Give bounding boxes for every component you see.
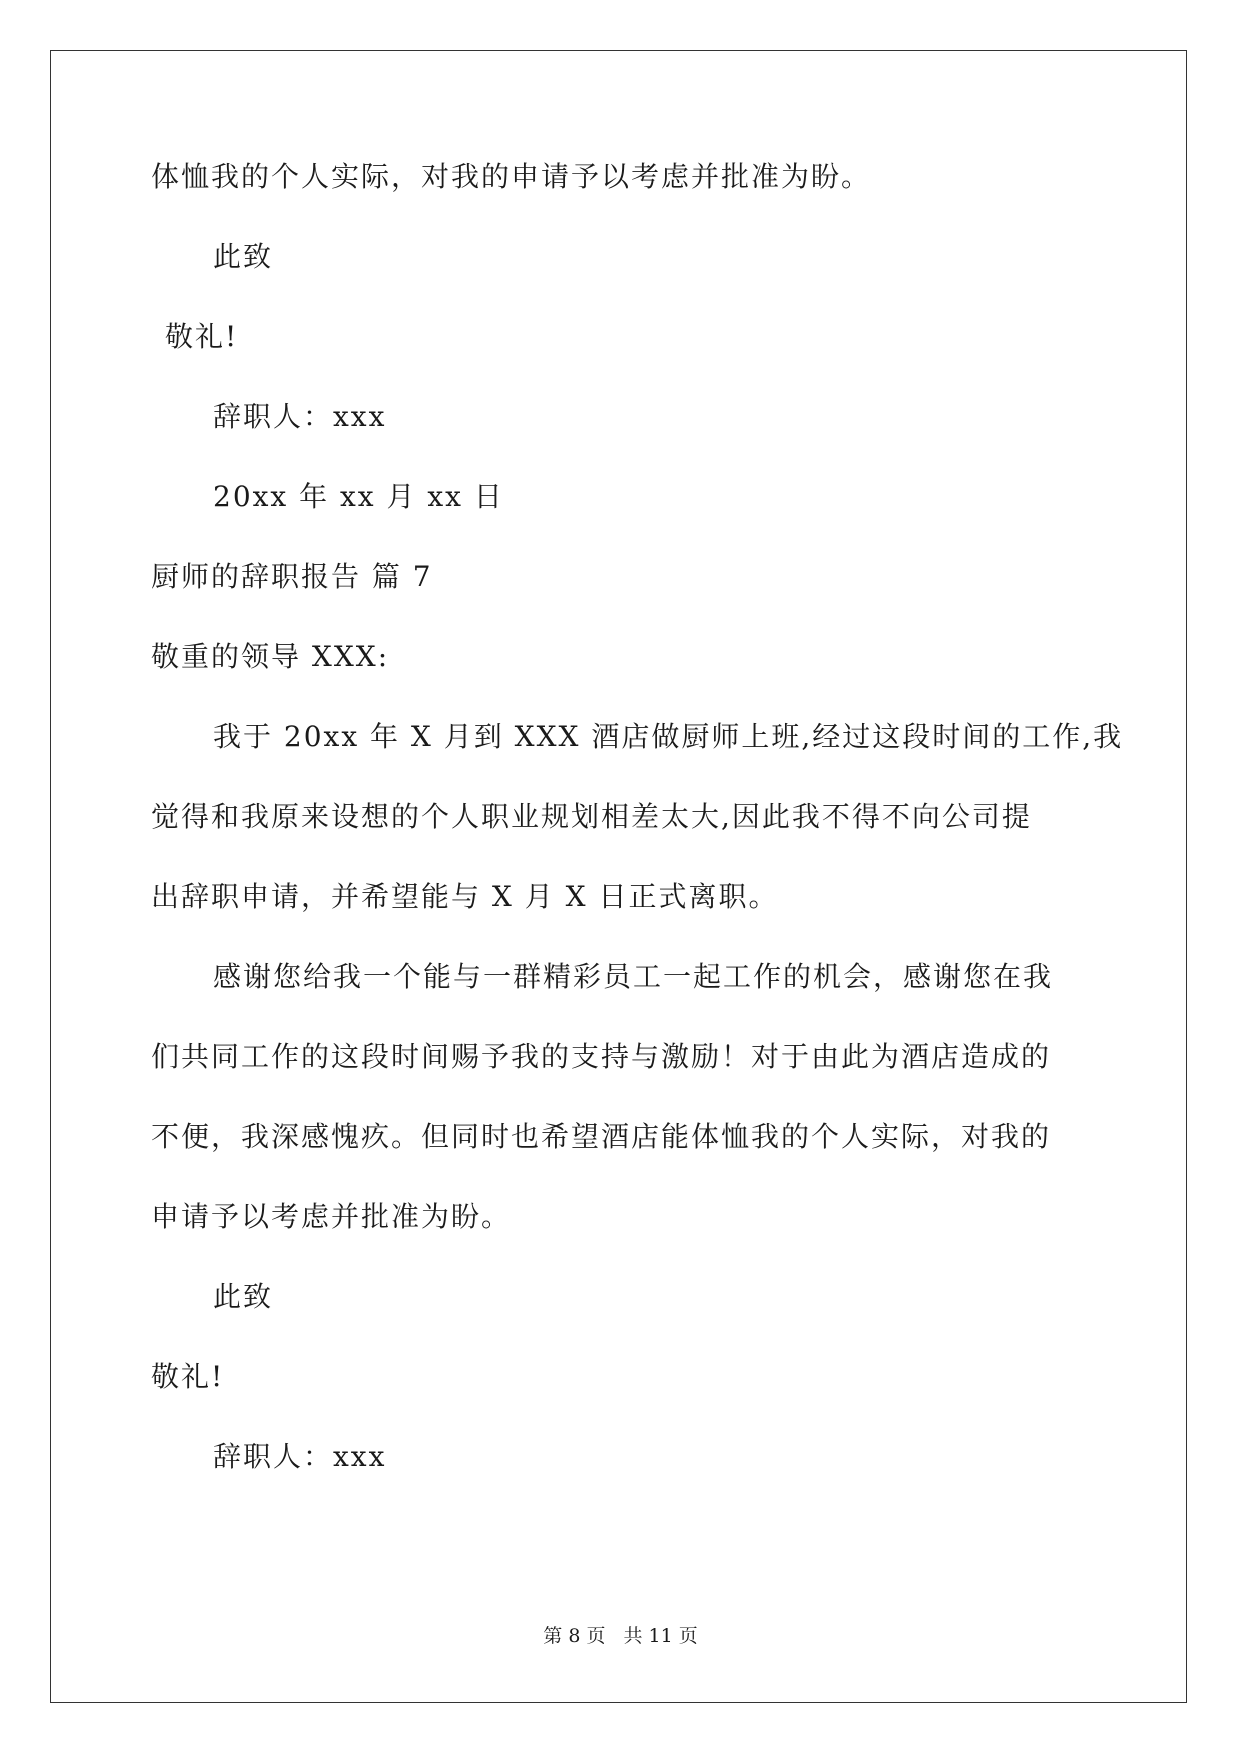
body-line: 我于 20xx 年 X 月到 XXX 酒店做厨师上班,经过这段时间的工作,我 <box>213 720 1124 753</box>
body-line: 感谢您给我一个能与一群精彩员工一起工作的机会，感谢您在我 <box>213 960 1054 993</box>
page-footer <box>0 1624 1241 1648</box>
closing-regards: 敬礼! <box>151 1360 225 1393</box>
body-line: 觉得和我原来设想的个人职业规划相差太大,因此我不得不向公司提 <box>151 800 1032 833</box>
body-line: 体恤我的个人实际，对我的申请予以考虑并批准为盼。 <box>151 160 872 193</box>
page-total: 共 11 页 <box>623 1625 698 1647</box>
body-line: 申请予以考虑并批准为盼。 <box>151 1200 512 1233</box>
closing-salutation: 此致 <box>213 240 274 273</box>
letter-greeting: 敬重的领导 XXX: <box>151 640 390 673</box>
date-line: 20xx 年 xx 月 xx 日 <box>213 480 504 513</box>
signature-line: 辞职人：xxx <box>213 400 387 433</box>
closing-salutation: 此致 <box>213 1280 274 1313</box>
body-line: 出辞职申请，并希望能与 X 月 X 日正式离职。 <box>151 880 779 913</box>
body-line: 们共同工作的这段时间赐予我的支持与激励！对于由此为酒店造成的 <box>151 1040 1052 1073</box>
section-heading: 厨师的辞职报告 篇 7 <box>151 560 433 593</box>
signature-line: 辞职人：xxx <box>213 1440 387 1473</box>
closing-regards: 敬礼! <box>165 320 239 353</box>
page-number: 第 8 页 <box>543 1625 606 1647</box>
body-line: 不便，我深感愧疚。但同时也希望酒店能体恤我的个人实际，对我的 <box>151 1120 1052 1153</box>
